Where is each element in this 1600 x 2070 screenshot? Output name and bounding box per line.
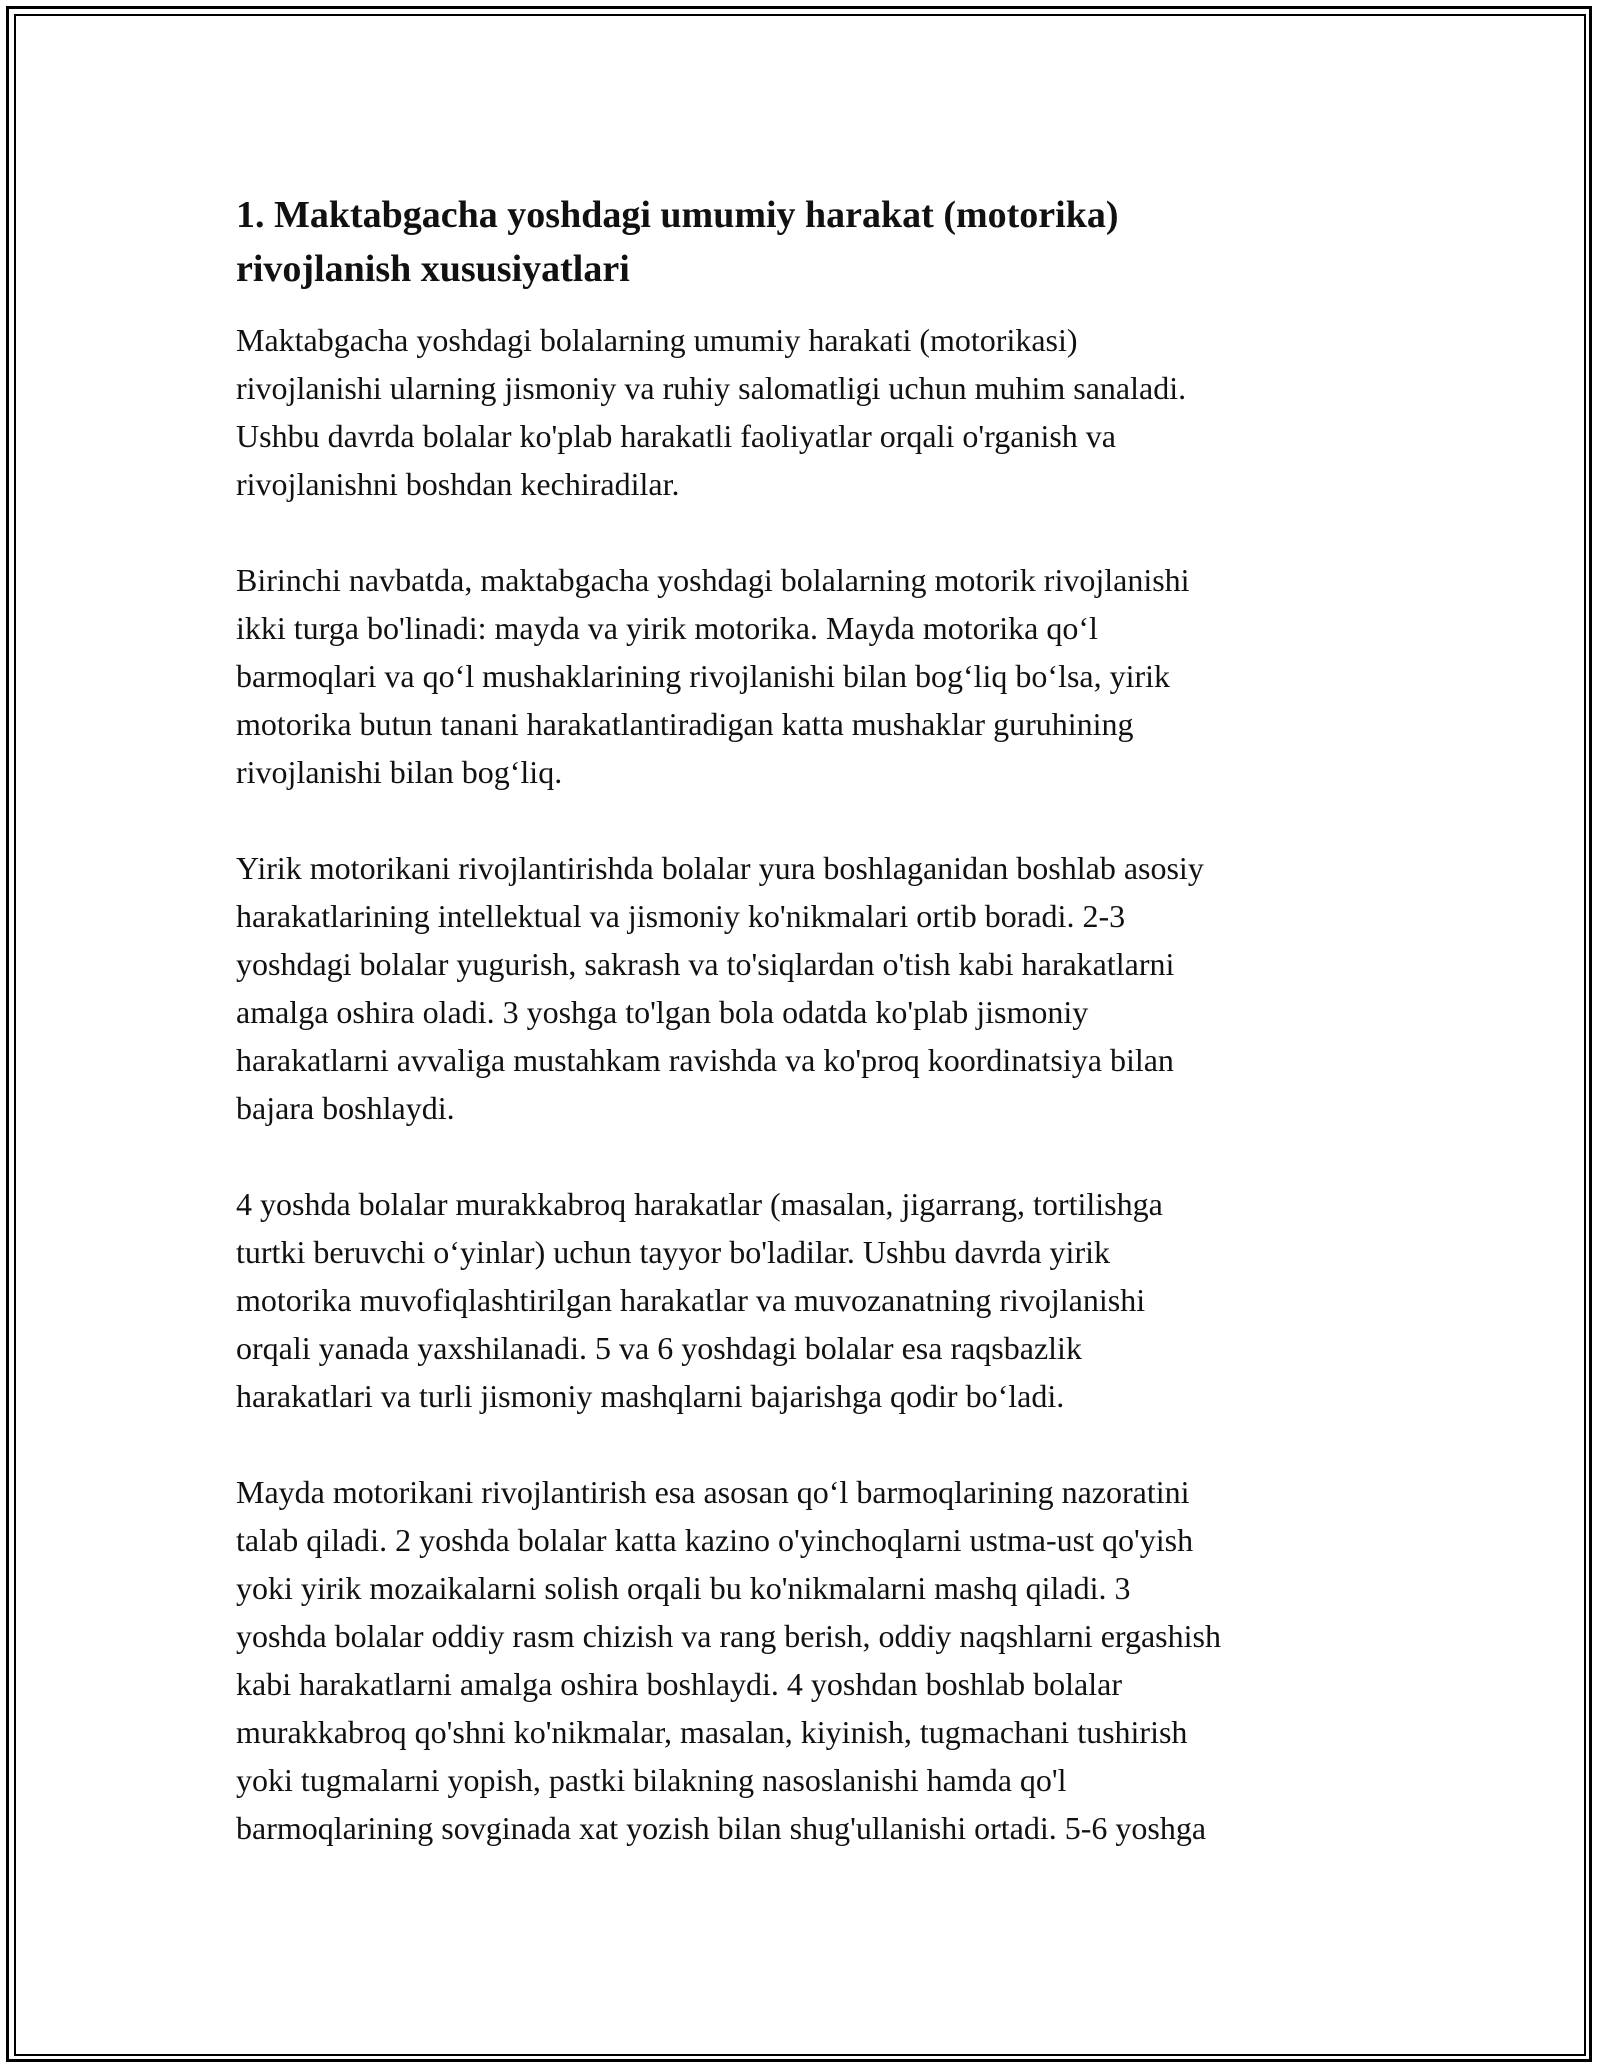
paragraph-2 [236, 556, 1371, 796]
paragraph-line: murakkabroq qo'shni ko'nikmalar, masalan, kiyinish, tugmachani tushirish [236, 1714, 1188, 1750]
paragraph-line: barmoqlari va qo‘l mushaklarining rivojlanishi bilan bog‘liq bo‘lsa, yirik [236, 658, 1171, 694]
paragraph-line: amalga oshira oladi. 3 yoshga to'lgan bola odatda ko'plab jismoniy [236, 994, 1089, 1030]
paragraph-3 [236, 844, 1371, 1132]
paragraph-line: Yirik motorikani rivojlantirishda bolalar yura boshlaganidan boshlab asosiy [236, 850, 1204, 886]
paragraph-5 [236, 1468, 1371, 1852]
document-body [236, 188, 1371, 1900]
paragraph-line: rivojlanishi bilan bog‘liq. [236, 754, 563, 790]
paragraph-line: motorika muvofiqlashtirilgan harakatlar va muvozanatning rivojlanishi [236, 1282, 1146, 1318]
title-line: rivojlanish xususiyatlari [236, 248, 630, 290]
paragraph-line: Ushbu davrda bolalar ko'plab harakatli faoliyatlar orqali o'rganish va [236, 418, 1116, 454]
section-title [236, 188, 1236, 296]
paragraph-1 [236, 316, 1371, 508]
paragraph-line: motorika butun tanani harakatlantiradigan katta mushaklar guruhining [236, 706, 1134, 742]
paragraph-line: orqali yanada yaxshilanadi. 5 va 6 yoshdagi bolalar esa raqsbazlik [236, 1330, 1082, 1366]
paragraph-line: harakatlarni avvaliga mustahkam ravishda va ko'proq koordinatsiya bilan [236, 1042, 1174, 1078]
paragraph-line: barmoqlarining sovginada xat yozish bilan shug'ullanishi ortadi. 5-6 yoshga [236, 1810, 1207, 1846]
paragraph-line: Mayda motorikani rivojlantirish esa asosan qo‘l barmoqlarining nazoratini [236, 1474, 1190, 1510]
paragraph-line: harakatlarining intellektual va jismoniy ko'nikmalari ortib boradi. 2-3 [236, 898, 1126, 934]
paragraph-line: yoki tugmalarni yopish, pastki bilakning nasoslanishi hamda qo'l [236, 1762, 1067, 1798]
paragraph-line: bajara boshlaydi. [236, 1090, 455, 1126]
paragraph-4 [236, 1180, 1371, 1420]
paragraph-line: 4 yoshda bolalar murakkabroq harakatlar (masalan, jigarrang, tortilishga [236, 1186, 1163, 1222]
paragraph-line: Maktabgacha yoshdagi bolalarning umumiy harakati (motorikasi) [236, 322, 1078, 358]
paragraph-line: Birinchi navbatda, maktabgacha yoshdagi bolalarning motorik rivojlanishi [236, 562, 1190, 598]
title-line: 1. Maktabgacha yoshdagi umumiy harakat (motorika) [236, 194, 1119, 236]
paragraph-line: harakatlari va turli jismoniy mashqlarni bajarishga qodir bo‘ladi. [236, 1378, 1065, 1414]
paragraph-line: yoshda bolalar oddiy rasm chizish va rang berish, oddiy naqshlarni ergashish [236, 1618, 1221, 1654]
paragraph-line: yoshdagi bolalar yugurish, sakrash va to'siqlardan o'tish kabi harakatlarni [236, 946, 1175, 982]
paragraph-line: talab qiladi. 2 yoshda bolalar katta kazino o'yinchoqlarni ustma-ust qo'yish [236, 1522, 1194, 1558]
paragraph-line: ikki turga bo'linadi: mayda va yirik motorika. Mayda motorika qo‘l [236, 610, 1098, 646]
paragraph-line: turtki beruvchi o‘yinlar) uchun tayyor bo'ladilar. Ushbu davrda yirik [236, 1234, 1110, 1270]
paragraph-line: rivojlanishni boshdan kechiradilar. [236, 466, 680, 502]
paragraph-line: yoki yirik mozaikalarni solish orqali bu ko'nikmalarni mashq qiladi. 3 [236, 1570, 1131, 1606]
paragraph-line: kabi harakatlarni amalga oshira boshlaydi. 4 yoshdan boshlab bolalar [236, 1666, 1122, 1702]
paragraph-line: rivojlanishi ularning jismoniy va ruhiy salomatligi uchun muhim sanaladi. [236, 370, 1187, 406]
